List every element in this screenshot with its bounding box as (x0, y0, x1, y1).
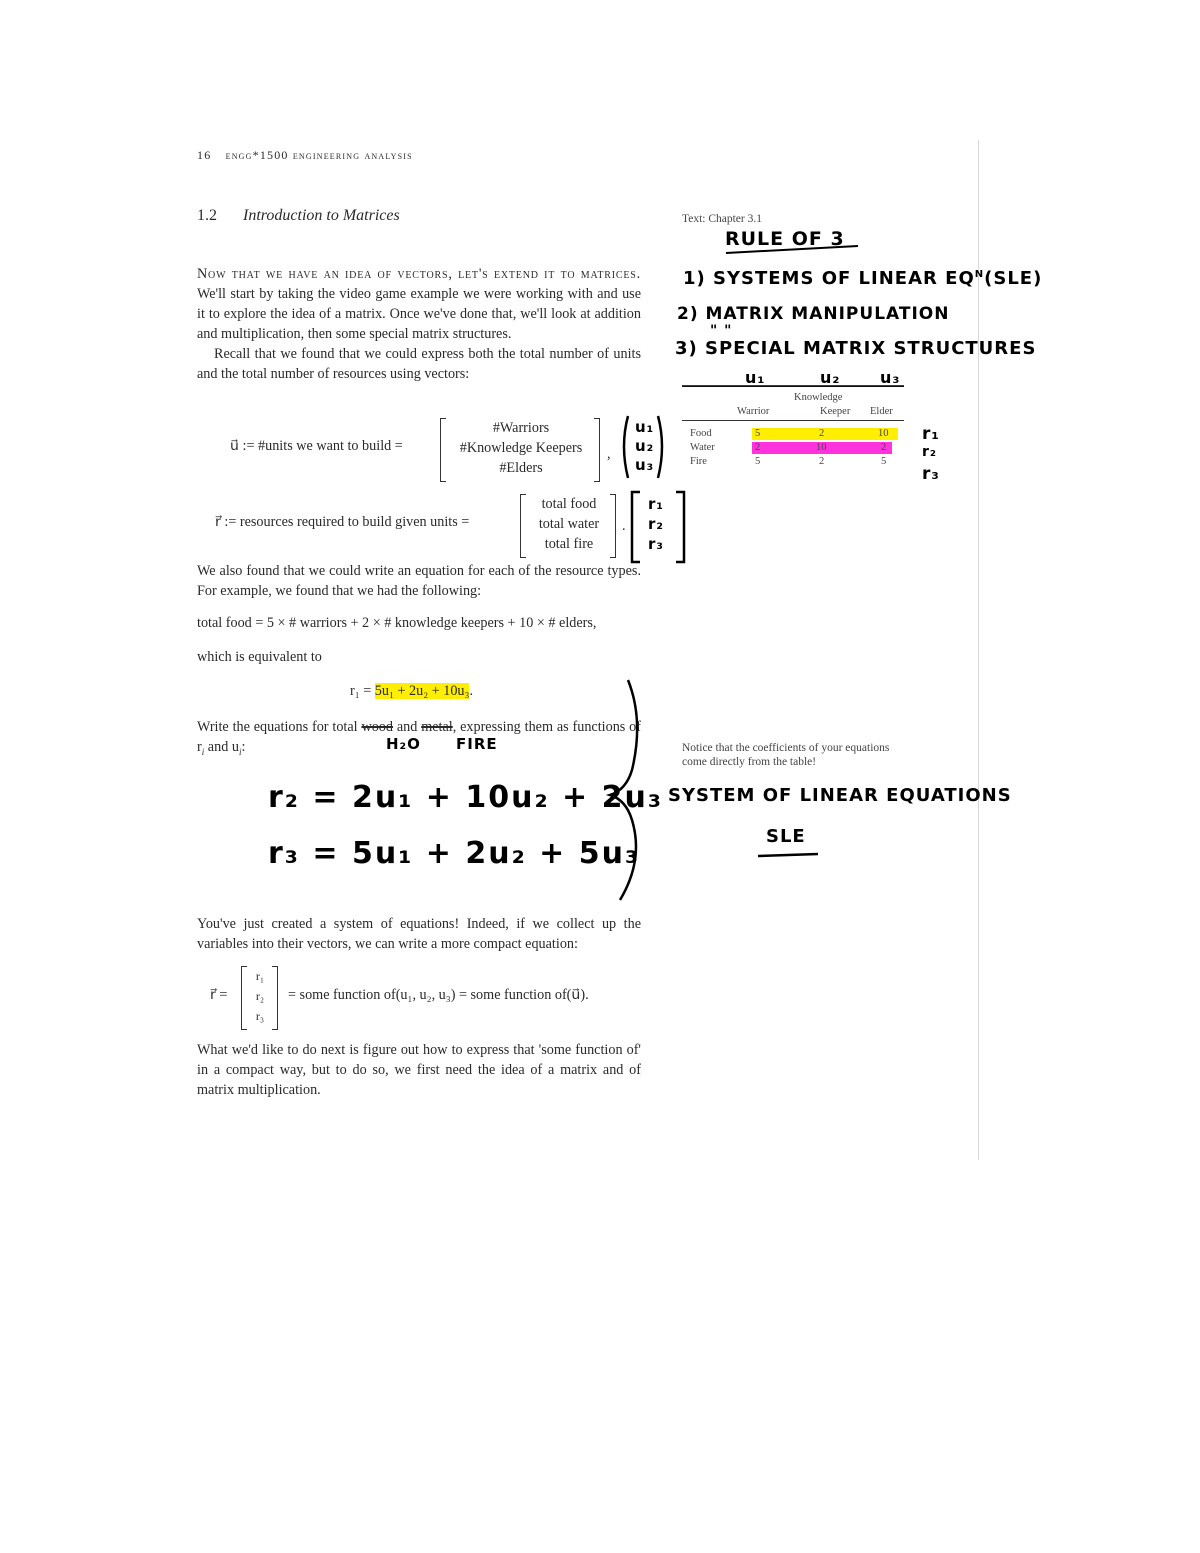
hand-sle-title: SYSTEM OF LINEAR EQUATIONS (668, 785, 1012, 806)
hand-water-label: H₂O (386, 735, 421, 753)
cell-food-warrior: 5 (755, 428, 761, 439)
hand-underline-rule-of-three (726, 246, 858, 253)
hand-rule-of-three: RULE OF 3 (725, 228, 845, 250)
resource-paragraph: We also found that we could write an equation for each of the resource types. For example, we found that we had the following: (197, 563, 641, 599)
compact-entry-1: r₁ (255, 969, 265, 983)
hand-u-vec-1: u₁ (635, 418, 655, 436)
hand-u3-header: u₃ (880, 368, 901, 387)
r1-end: . (469, 683, 474, 699)
hand-u2-header: u₂ (820, 368, 841, 387)
hand-r3-equation: r₃ = 5u₁ + 2u₂ + 5u₃ (268, 836, 641, 871)
hand-r1-label: r₁ (922, 424, 940, 444)
exercise-prompt: Write the equations for total wood and metal, expressing them as functions of $r_i$ and $u_i$: (197, 719, 641, 757)
vec-r-label: r⃗ := resources required to build given units = (215, 514, 470, 530)
hand-ditto-marks: " " (710, 323, 733, 339)
hand-large-brace (610, 680, 637, 900)
compact-entry-3: r₃ (255, 1009, 265, 1023)
row-label-food: Food (690, 428, 712, 439)
vec-u-entry-3: #Elders (499, 460, 543, 476)
hand-r-vec-2: r₂ (648, 515, 664, 533)
vec-u-entry-1: #Warriors (492, 420, 550, 436)
hand-r-bracket-left (632, 492, 640, 562)
prompt-part-d: and u (204, 739, 239, 755)
struck-wood: wood (361, 719, 393, 735)
equivalence-text: which is equivalent to (197, 649, 322, 665)
cell-fire-elder: 5 (881, 456, 887, 467)
page-number: 16 (197, 148, 212, 162)
hand-r-vec-1: r₁ (648, 495, 664, 513)
running-title: engg*1500 engineering analysis (225, 148, 413, 162)
hand-item-1-text: 1) SYSTEMS OF LINEAR EQ (683, 268, 975, 289)
row-label-water: Water (690, 442, 715, 453)
hand-u-vec-3: u₃ (635, 456, 655, 474)
compact-eq-lhs: r⃗ = (210, 987, 228, 1003)
intro-rest: We'll start by taking the video game example we were working with and use it to explore the idea of a matrix. Once we've done that, we'll look at addition and multiplication, then some special matrix structures. (197, 286, 641, 342)
hand-item-2: 2) MATRIX MANIPULATION (677, 304, 950, 324)
r1-rhs-highlighted: 5u₁ + 2u₂ + 10u₃ (374, 683, 470, 699)
cell-water-elder: 2 (881, 442, 887, 453)
cell-fire-warrior: 5 (755, 456, 761, 467)
notice-note: Notice that the coefficients of your equations come directly from the table! (682, 742, 890, 768)
cell-food-elder: 10 (878, 428, 889, 439)
vec-r-entry-2: total water (538, 516, 600, 532)
text-reference: Text: Chapter 3.1 (682, 213, 762, 225)
cell-fire-keeper: 2 (819, 456, 825, 467)
prompt-part-e: : (241, 739, 246, 755)
vec-r-period: . (622, 518, 626, 534)
hand-r2-equation: r₂ = 2u₁ + 10u₂ + 2u₃ (268, 780, 663, 815)
struck-metal: metal (421, 719, 453, 735)
hand-u-bracket-left (624, 416, 628, 478)
hand-r-bracket-right (676, 492, 684, 562)
col-header-keeper: Keeper (820, 406, 851, 417)
prompt-part-a: Write the equations for total (197, 719, 362, 735)
hand-u-bracket-right (658, 416, 662, 478)
hand-r-vec-3: r₃ (648, 535, 664, 553)
hand-item-3: 3) SPECIAL MATRIX STRUCTURES (675, 338, 1037, 359)
prompt-part-b: and (392, 719, 422, 735)
section-number: 1.2 (197, 207, 217, 224)
col-header-warrior: Warrior (737, 406, 770, 417)
hand-u1-header: u₁ (745, 368, 766, 387)
table-group-header: Knowledge (794, 392, 843, 403)
hand-r2-label: r₂ (922, 444, 938, 460)
system-paragraph: You've just created a system of equations! Indeed, if we collect up the variables into their vectors, we can write a more compact equation: (197, 916, 641, 952)
hand-sle-abbrev: SLE (766, 826, 806, 847)
hand-item-1-tail: (SLE) (984, 268, 1043, 289)
cell-water-warrior: 2 (755, 442, 761, 453)
vec-u-label: u⃗ := #units we want to build = (230, 438, 403, 454)
hand-r3-label: r₃ (922, 464, 940, 484)
hand-underline-sle (758, 854, 818, 856)
hand-u-vec-2: u₂ (635, 437, 655, 455)
recall-paragraph: Recall that we found that we could express both the total number of units and the total number of resources using vectors: (197, 346, 641, 382)
cell-water-keeper: 10 (816, 442, 827, 453)
hand-item-1-sup: N (974, 269, 985, 280)
vec-r-entry-3: total fire (544, 536, 594, 552)
section-title: Introduction to Matrices (243, 207, 400, 224)
vec-u-entry-2: #Knowledge Keepers (459, 440, 583, 456)
intro-lead: Now that we have an idea of vectors, let's extend it to matrices. (197, 266, 641, 282)
cell-food-keeper: 2 (819, 428, 825, 439)
vec-r-entry-1: total food (541, 496, 597, 512)
closing-paragraph: What we'd like to do next is figure out how to express that 'some function of' in a compact way, but to do so, we first need the idea of a matrix and of matrix multiplication. (197, 1042, 641, 1098)
prompt-part-c: , expressing them as functions of r (197, 719, 641, 755)
food-equation: total food = 5 × # warriors + 2 × # knowledge keepers + 10 × # elders, (197, 615, 597, 631)
vec-u-comma: , (607, 446, 611, 462)
r1-lhs: r₁ = (350, 683, 375, 699)
hand-fire-label: FIRE (456, 735, 498, 753)
col-header-elder: Elder (870, 406, 893, 417)
compact-entry-2: r₂ (255, 989, 265, 1003)
compact-eq-rhs: = some function of(u₁, u₂, u₃) = some function of(u⃗). (288, 987, 589, 1003)
row-label-fire: Fire (690, 456, 707, 467)
